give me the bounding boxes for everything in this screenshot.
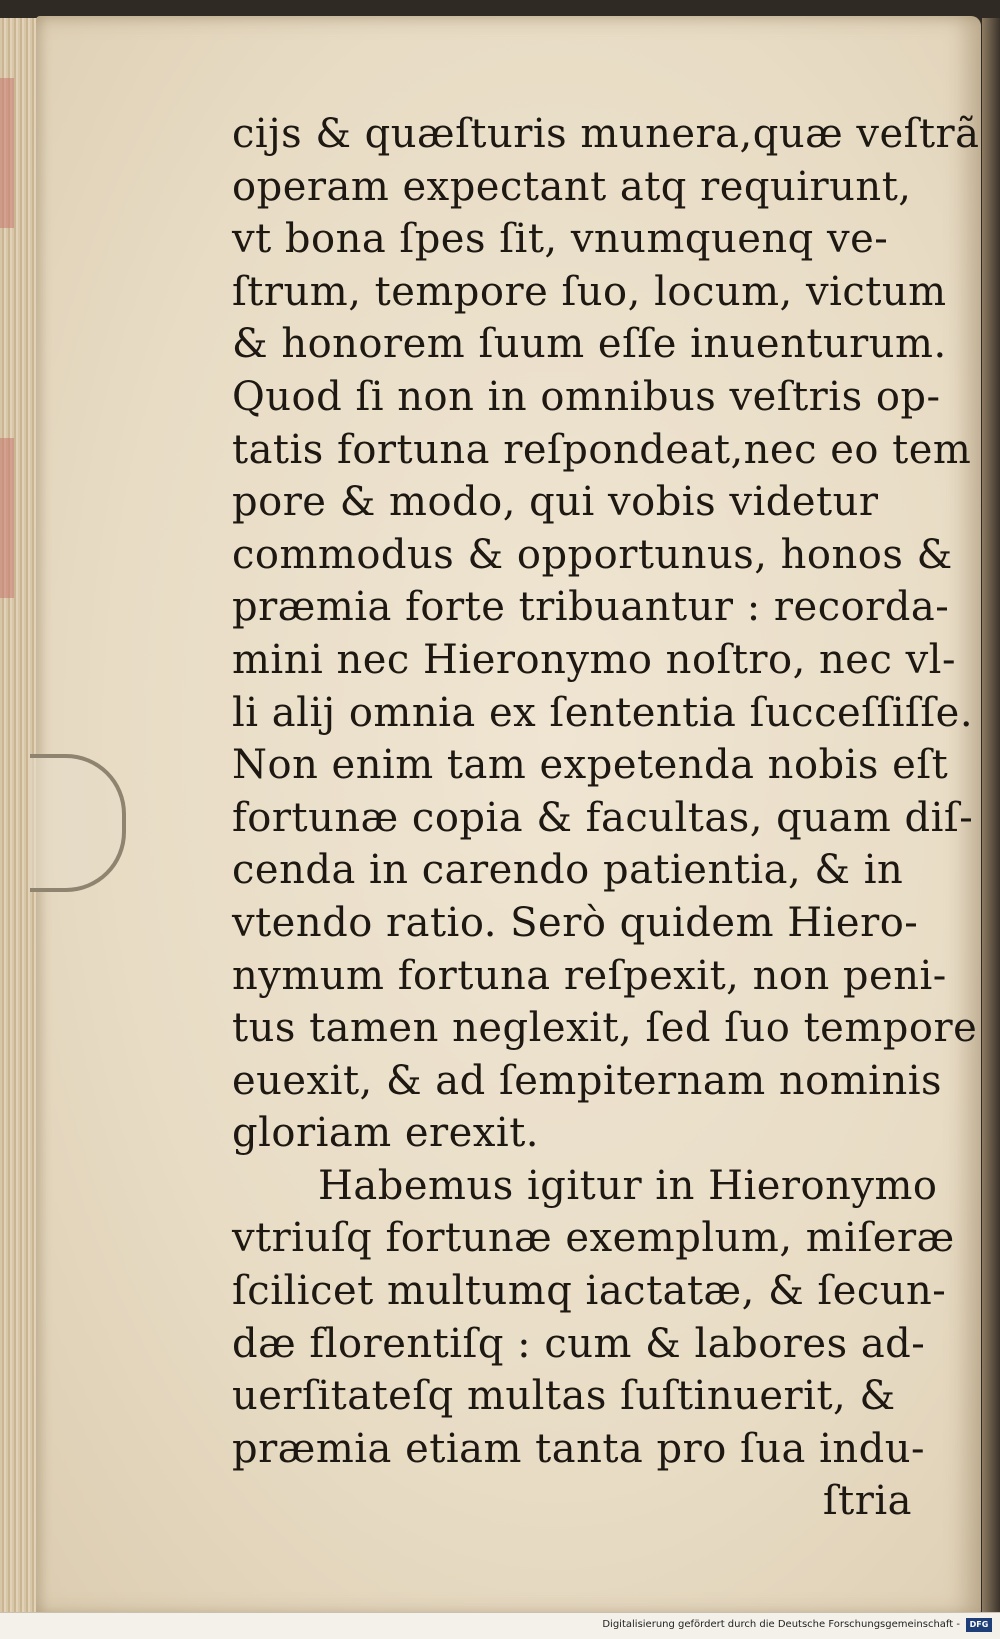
text-line: mini nec Hieronymo noſtro, nec vl- (232, 636, 956, 683)
dfg-logo-icon: DFG (966, 1618, 992, 1632)
text-line: ſcilicet multumq iactatæ, & ſecun- (232, 1268, 947, 1315)
text-line: uerſitateſq multas ſuſtinuerit, & (232, 1373, 896, 1420)
text-line: commodus & opportunus, honos & (232, 531, 953, 578)
text-line: nymum fortuna reſpexit, non peni- (232, 952, 947, 999)
digitization-footer (0, 1612, 1000, 1639)
text-line: ſtrum, tempore ſuo, locum, victum (232, 268, 947, 315)
edge-red-mark (0, 438, 14, 598)
text-line: ciјs & quæſturis munera,quæ veſtrã (232, 111, 980, 157)
catchword: ſtria (822, 1478, 912, 1525)
text-line: Quod ſi non in omnibus veſtris op- (232, 373, 941, 420)
text-line: operam expectant atq requirunt, (232, 163, 912, 210)
text-line: vtendo ratio. Serò quidem Hiero- (232, 899, 919, 946)
text-line: tus tamen neglexit, ſed ſuo tempore (232, 1005, 978, 1052)
book-page (36, 16, 981, 1616)
page-text (232, 108, 980, 1528)
text-line: vt bona ſpes ſit, vnumquenq ve- (232, 216, 889, 263)
text-line: & honorem ſuum eſſe inuenturum. (232, 321, 947, 368)
text-line: pore & modo, qui vobis videtur (232, 479, 879, 526)
edge-red-mark (0, 78, 14, 228)
text-line: Habemus igitur in Hieronymo (318, 1162, 938, 1209)
footer-credit: Digitalisierung gefördert durch die Deutsche Forschungsgemeinschaft - (602, 1619, 960, 1630)
text-line: præmia forte tribuantur : recorda- (232, 584, 950, 631)
text-line: gloriam erexit. (232, 1110, 539, 1157)
text-line: tatis fortuna reſpondeat,nec eo tem (232, 426, 972, 473)
text-line: præmia etiam tanta pro ſua indu- (232, 1425, 926, 1472)
text-line: cenda in carendo patientia, & in (232, 847, 904, 894)
page-gutter-shadow (982, 18, 1000, 1618)
text-line: fortunæ copia & facultas, quam diſ- (232, 794, 974, 841)
text-line: Non enim tam expetenda nobis eſt (232, 742, 949, 789)
text-line: vtriuſq fortunæ exemplum, miſeræ (232, 1215, 955, 1262)
text-line: li aliј omnia ex ſententia ſucceſſiſſe. (232, 689, 974, 736)
text-line: dæ florentiſq : cum & labores ad- (232, 1320, 926, 1367)
page-clip (30, 754, 126, 892)
text-line: euexit, & ad ſempiternam nominis (232, 1057, 943, 1104)
